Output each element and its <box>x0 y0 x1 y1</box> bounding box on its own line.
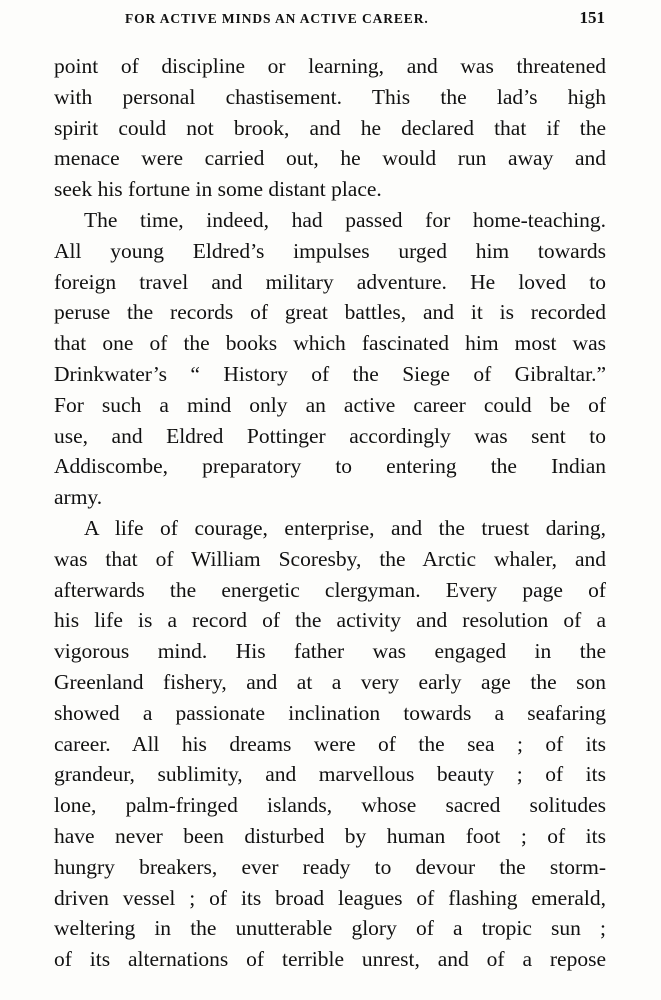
text-line: Greenland fishery, and at a very early age the son <box>54 669 606 694</box>
text-line: that one of the books which fascinated him most was <box>54 331 606 356</box>
page-number: 151 <box>579 8 605 27</box>
text-line: peruse the records of great battles, and it is recorded <box>54 300 606 325</box>
text-line: his life is a record of the activity and resolution of a <box>54 608 606 633</box>
text-line: The time, indeed, had passed for home-teaching. <box>84 207 606 232</box>
text-line: army. <box>54 485 103 510</box>
text-line: grandeur, sublimity, and marvellous beauty ; of its <box>54 762 606 787</box>
text-line: A life of courage, enterprise, and the truest daring, <box>84 515 606 540</box>
text-line: point of discipline or learning, and was threatened <box>54 54 606 78</box>
text-line: lone, palm-fringed islands, whose sacred solitudes <box>54 793 606 818</box>
text-line: menace were carried out, he would run away and <box>54 146 606 171</box>
page-header <box>125 8 605 34</box>
text-line: afterwards the energetic clergyman. Every page of <box>54 577 606 602</box>
text-line: vigorous mind. His father was engaged in the <box>54 639 606 664</box>
text-line: of its alternations of terrible unrest, and of a repose <box>54 947 606 972</box>
body-text <box>54 51 606 975</box>
text-line: showed a passionate inclination towards a seafaring <box>54 700 606 725</box>
text-line: was that of William Scoresby, the Arctic whaler, and <box>54 546 606 571</box>
text-line: have never been disturbed by human foot ; of its <box>54 823 606 848</box>
text-line: career. All his dreams were of the sea ; of its <box>54 731 606 756</box>
text-line: with personal chastisement. This the lad’s high <box>54 84 606 109</box>
text-line: foreign travel and military adventure. He loved to <box>54 269 606 294</box>
text-line: spirit could not brook, and he declared that if the <box>54 115 606 140</box>
text-line: Drinkwater’s “ History of the Siege of Gibraltar.” <box>54 361 606 386</box>
text-line: Addiscombe, preparatory to entering the Indian <box>54 454 606 479</box>
text-line: For such a mind only an active career could be of <box>54 392 606 417</box>
text-line: weltering in the unutterable glory of a tropic sun ; <box>54 916 606 941</box>
text-line: hungry breakers, ever ready to devour the storm- <box>54 854 606 879</box>
text-line: driven vessel ; of its broad leagues of flashing emerald, <box>54 885 606 910</box>
text-line: seek his fortune in some distant place. <box>54 177 382 202</box>
text-line: All young Eldred’s impulses urged him towards <box>54 238 606 263</box>
running-head: FOR ACTIVE MINDS AN ACTIVE CAREER. <box>125 11 429 26</box>
text-line: use, and Eldred Pottinger accordingly was sent to <box>54 423 606 448</box>
